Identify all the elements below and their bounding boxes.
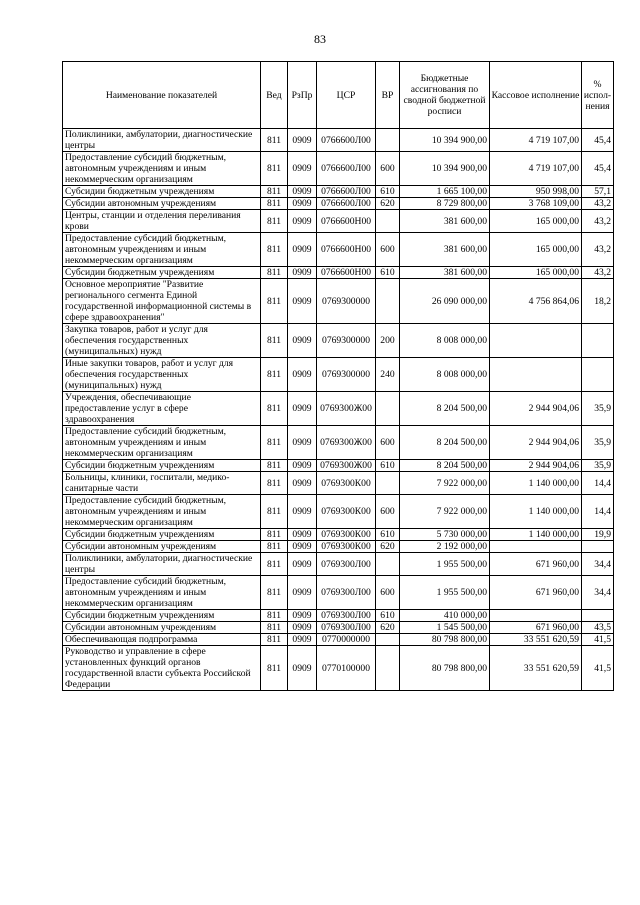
row-percent-cell: 43,2 [582,210,614,233]
row-percent-cell [582,358,614,392]
row-rzpr-cell: 0909 [288,610,317,622]
row-vr-cell: 600 [376,495,400,529]
row-ved-cell: 811 [261,634,288,646]
row-percent-cell: 14,4 [582,495,614,529]
row-rzpr-cell: 0909 [288,152,317,186]
row-cash-cell: 33 551 620,59 [490,634,582,646]
row-rzpr-cell: 0909 [288,279,317,324]
row-cash-cell: 4 719 107,00 [490,129,582,152]
row-vr-cell: 600 [376,426,400,460]
row-vr-cell [376,646,400,691]
row-csr-cell: 0766600Л00 [317,186,376,198]
row-ved-cell: 811 [261,279,288,324]
row-vr-cell: 600 [376,152,400,186]
row-budget-cell: 7 922 000,00 [400,472,490,495]
row-ved-cell: 811 [261,622,288,634]
row-vr-cell: 620 [376,198,400,210]
row-cash-cell: 2 944 904,06 [490,460,582,472]
row-csr-cell: 0766600Л00 [317,152,376,186]
row-rzpr-cell: 0909 [288,233,317,267]
row-csr-cell: 0769300Ж00 [317,392,376,426]
row-percent-cell: 41,5 [582,646,614,691]
row-name-cell: Больницы, клиники, госпитали, медико-санитарные части [63,472,261,495]
table-row [63,553,614,576]
row-csr-cell: 0769300000 [317,358,376,392]
table-row [63,358,614,392]
table-row [63,324,614,358]
page-number: 83 [314,32,326,46]
header-vr: ВР [376,62,400,129]
row-csr-cell: 0769300Л00 [317,553,376,576]
row-csr-cell: 0770000000 [317,634,376,646]
row-cash-cell: 1 140 000,00 [490,472,582,495]
row-csr-cell: 0769300К00 [317,529,376,541]
row-vr-cell [376,392,400,426]
row-budget-cell: 8 204 500,00 [400,460,490,472]
row-name-cell: Предоставление субсидий бюджетным, автономным учреждениям и иным некоммерческим организациям [63,152,261,186]
row-name-cell: Учреждения, обеспечивающие предоставление услуг в сфере здравоохранения [63,392,261,426]
row-ved-cell: 811 [261,324,288,358]
row-vr-cell: 610 [376,460,400,472]
row-vr-cell [376,634,400,646]
row-name-cell: Центры, станции и отделения переливания крови [63,210,261,233]
row-rzpr-cell: 0909 [288,472,317,495]
row-name-cell: Иные закупки товаров, работ и услуг для обеспечения государственных (муниципальных) нужд [63,358,261,392]
table-row [63,426,614,460]
row-csr-cell: 0766600Л00 [317,129,376,152]
row-cash-cell: 33 551 620,59 [490,646,582,691]
header-ved: Вед [261,62,288,129]
row-name-cell: Предоставление субсидий бюджетным, автономным учреждениям и иным некоммерческим организациям [63,576,261,610]
row-percent-cell: 41,5 [582,634,614,646]
row-cash-cell: 165 000,00 [490,233,582,267]
row-budget-cell: 10 394 900,00 [400,152,490,186]
row-csr-cell: 0769300К00 [317,495,376,529]
row-ved-cell: 811 [261,541,288,553]
row-percent-cell: 34,4 [582,576,614,610]
row-vr-cell: 610 [376,529,400,541]
row-name-cell: Основное мероприятие "Развитие регионального сегмента Единой государственной информационной системы в сфере здравоохранения" [63,279,261,324]
row-ved-cell: 811 [261,198,288,210]
row-percent-cell: 35,9 [582,460,614,472]
header-budget: Бюджетные ассигнования по сводной бюджетной росписи [400,62,490,129]
row-rzpr-cell: 0909 [288,186,317,198]
table-body [63,129,614,691]
row-ved-cell: 811 [261,646,288,691]
row-name-cell: Субсидии бюджетным учреждениям [63,186,261,198]
row-csr-cell: 0769300Л00 [317,576,376,610]
row-ved-cell: 811 [261,233,288,267]
table-row [63,460,614,472]
row-csr-cell: 0769300000 [317,324,376,358]
row-cash-cell [490,324,582,358]
table-row [63,198,614,210]
row-ved-cell: 811 [261,460,288,472]
table-row [63,152,614,186]
row-cash-cell: 1 140 000,00 [490,495,582,529]
row-budget-cell: 8 204 500,00 [400,426,490,460]
table-row [63,392,614,426]
table-row [63,529,614,541]
table-row [63,610,614,622]
row-percent-cell: 43,2 [582,198,614,210]
row-percent-cell [582,610,614,622]
row-budget-cell: 8 008 000,00 [400,358,490,392]
row-budget-cell: 7 922 000,00 [400,495,490,529]
row-budget-cell: 2 192 000,00 [400,541,490,553]
row-rzpr-cell: 0909 [288,529,317,541]
row-ved-cell: 811 [261,392,288,426]
row-budget-cell: 8 008 000,00 [400,324,490,358]
row-rzpr-cell: 0909 [288,210,317,233]
row-csr-cell: 0769300К00 [317,472,376,495]
row-rzpr-cell: 0909 [288,426,317,460]
row-budget-cell: 80 798 800,00 [400,634,490,646]
row-rzpr-cell: 0909 [288,541,317,553]
table-row [63,267,614,279]
row-name-cell: Поликлиники, амбулатории, диагностические центры [63,553,261,576]
row-budget-cell: 1 955 500,00 [400,576,490,610]
row-name-cell: Руководство и управление в сфере установленных функций органов государственной власти субъекта Российской Федерации [63,646,261,691]
row-budget-cell: 10 394 900,00 [400,129,490,152]
row-percent-cell: 43,2 [582,233,614,267]
row-percent-cell: 43,2 [582,267,614,279]
table-row [63,634,614,646]
row-budget-cell: 8 729 800,00 [400,198,490,210]
row-vr-cell: 240 [376,358,400,392]
row-ved-cell: 811 [261,426,288,460]
row-vr-cell: 610 [376,610,400,622]
row-csr-cell: 0769300Ж00 [317,426,376,460]
row-name-cell: Субсидии бюджетным учреждениям [63,267,261,279]
row-budget-cell: 1 545 500,00 [400,622,490,634]
row-vr-cell [376,210,400,233]
header-rzpr: РзПр [288,62,317,129]
row-name-cell: Поликлиники, амбулатории, диагностические центры [63,129,261,152]
row-name-cell: Субсидии автономным учреждениям [63,541,261,553]
row-percent-cell: 45,4 [582,152,614,186]
row-cash-cell: 4 756 864,06 [490,279,582,324]
row-ved-cell: 811 [261,358,288,392]
row-budget-cell: 1 955 500,00 [400,553,490,576]
row-budget-cell: 8 204 500,00 [400,392,490,426]
row-name-cell: Субсидии бюджетным учреждениям [63,460,261,472]
row-name-cell: Предоставление субсидий бюджетным, автономным учреждениям и иным некоммерческим организациям [63,426,261,460]
row-percent-cell [582,324,614,358]
row-csr-cell: 0769300Л00 [317,610,376,622]
row-rzpr-cell: 0909 [288,267,317,279]
row-cash-cell: 165 000,00 [490,267,582,279]
row-vr-cell: 200 [376,324,400,358]
row-cash-cell: 671 960,00 [490,553,582,576]
row-budget-cell: 1 665 100,00 [400,186,490,198]
row-rzpr-cell: 0909 [288,553,317,576]
row-vr-cell [376,472,400,495]
row-rzpr-cell: 0909 [288,622,317,634]
row-csr-cell: 0769300000 [317,279,376,324]
row-rzpr-cell: 0909 [288,576,317,610]
row-budget-cell: 410 000,00 [400,610,490,622]
row-csr-cell: 0766600Н00 [317,210,376,233]
row-percent-cell: 14,4 [582,472,614,495]
row-rzpr-cell: 0909 [288,129,317,152]
row-vr-cell [376,279,400,324]
table-row [63,541,614,553]
row-percent-cell: 18,2 [582,279,614,324]
row-cash-cell: 1 140 000,00 [490,529,582,541]
header-name: Наименование показателей [63,62,261,129]
row-ved-cell: 811 [261,152,288,186]
header-csr: ЦСР [317,62,376,129]
row-rzpr-cell: 0909 [288,495,317,529]
row-name-cell: Предоставление субсидий бюджетным, автономным учреждениям и иным некоммерческим организациям [63,495,261,529]
row-budget-cell: 381 600,00 [400,210,490,233]
row-ved-cell: 811 [261,529,288,541]
row-name-cell: Субсидии автономным учреждениям [63,622,261,634]
row-percent-cell: 34,4 [582,553,614,576]
table-row [63,576,614,610]
row-cash-cell: 671 960,00 [490,622,582,634]
row-csr-cell: 0769300Л00 [317,622,376,634]
row-vr-cell: 600 [376,576,400,610]
row-budget-cell: 80 798 800,00 [400,646,490,691]
table-row [63,622,614,634]
row-budget-cell: 381 600,00 [400,233,490,267]
row-cash-cell: 4 719 107,00 [490,152,582,186]
row-vr-cell [376,129,400,152]
row-name-cell: Субсидии автономным учреждениям [63,198,261,210]
table-row [63,495,614,529]
table-row [63,186,614,198]
row-name-cell: Субсидии бюджетным учреждениям [63,529,261,541]
row-vr-cell: 610 [376,267,400,279]
table-row [63,233,614,267]
row-cash-cell: 3 768 109,00 [490,198,582,210]
row-csr-cell: 0766600Л00 [317,198,376,210]
row-vr-cell: 620 [376,622,400,634]
row-rzpr-cell: 0909 [288,358,317,392]
row-csr-cell: 0770100000 [317,646,376,691]
row-csr-cell: 0769300Ж00 [317,460,376,472]
table-header-row [63,62,614,129]
row-cash-cell [490,358,582,392]
row-rzpr-cell: 0909 [288,634,317,646]
table-row [63,129,614,152]
row-ved-cell: 811 [261,210,288,233]
row-cash-cell: 2 944 904,06 [490,426,582,460]
row-vr-cell: 620 [376,541,400,553]
row-csr-cell: 0769300К00 [317,541,376,553]
row-name-cell: Закупка товаров, работ и услуг для обеспечения государственных (муниципальных) нужд [63,324,261,358]
row-cash-cell: 671 960,00 [490,576,582,610]
row-percent-cell: 45,4 [582,129,614,152]
row-ved-cell: 811 [261,576,288,610]
row-budget-cell: 381 600,00 [400,267,490,279]
row-vr-cell: 610 [376,186,400,198]
row-vr-cell: 600 [376,233,400,267]
row-rzpr-cell: 0909 [288,324,317,358]
row-cash-cell: 2 944 904,06 [490,392,582,426]
row-percent-cell: 35,9 [582,426,614,460]
table-row [63,472,614,495]
row-ved-cell: 811 [261,553,288,576]
header-percent: % испол-нения [582,62,614,129]
row-ved-cell: 811 [261,267,288,279]
row-budget-cell: 5 730 000,00 [400,529,490,541]
row-ved-cell: 811 [261,495,288,529]
row-percent-cell: 43,5 [582,622,614,634]
row-name-cell: Субсидии бюджетным учреждениям [63,610,261,622]
row-percent-cell: 19,9 [582,529,614,541]
row-cash-cell [490,610,582,622]
row-name-cell: Обеспечивающая подпрограмма [63,634,261,646]
budget-table [62,61,614,691]
row-vr-cell [376,553,400,576]
row-cash-cell: 165 000,00 [490,210,582,233]
header-cash: Кассовое исполнение [490,62,582,129]
row-ved-cell: 811 [261,129,288,152]
row-budget-cell: 26 090 000,00 [400,279,490,324]
row-cash-cell [490,541,582,553]
row-csr-cell: 0766600Н00 [317,233,376,267]
table-row [63,279,614,324]
table-row [63,210,614,233]
row-percent-cell: 35,9 [582,392,614,426]
row-csr-cell: 0766600Н00 [317,267,376,279]
row-percent-cell [582,541,614,553]
row-ved-cell: 811 [261,186,288,198]
row-rzpr-cell: 0909 [288,646,317,691]
row-rzpr-cell: 0909 [288,460,317,472]
row-cash-cell: 950 998,00 [490,186,582,198]
row-ved-cell: 811 [261,472,288,495]
row-percent-cell: 57,1 [582,186,614,198]
row-ved-cell: 811 [261,610,288,622]
row-rzpr-cell: 0909 [288,198,317,210]
row-name-cell: Предоставление субсидий бюджетным, автономным учреждениям и иным некоммерческим организациям [63,233,261,267]
table-row [63,646,614,691]
row-rzpr-cell: 0909 [288,392,317,426]
